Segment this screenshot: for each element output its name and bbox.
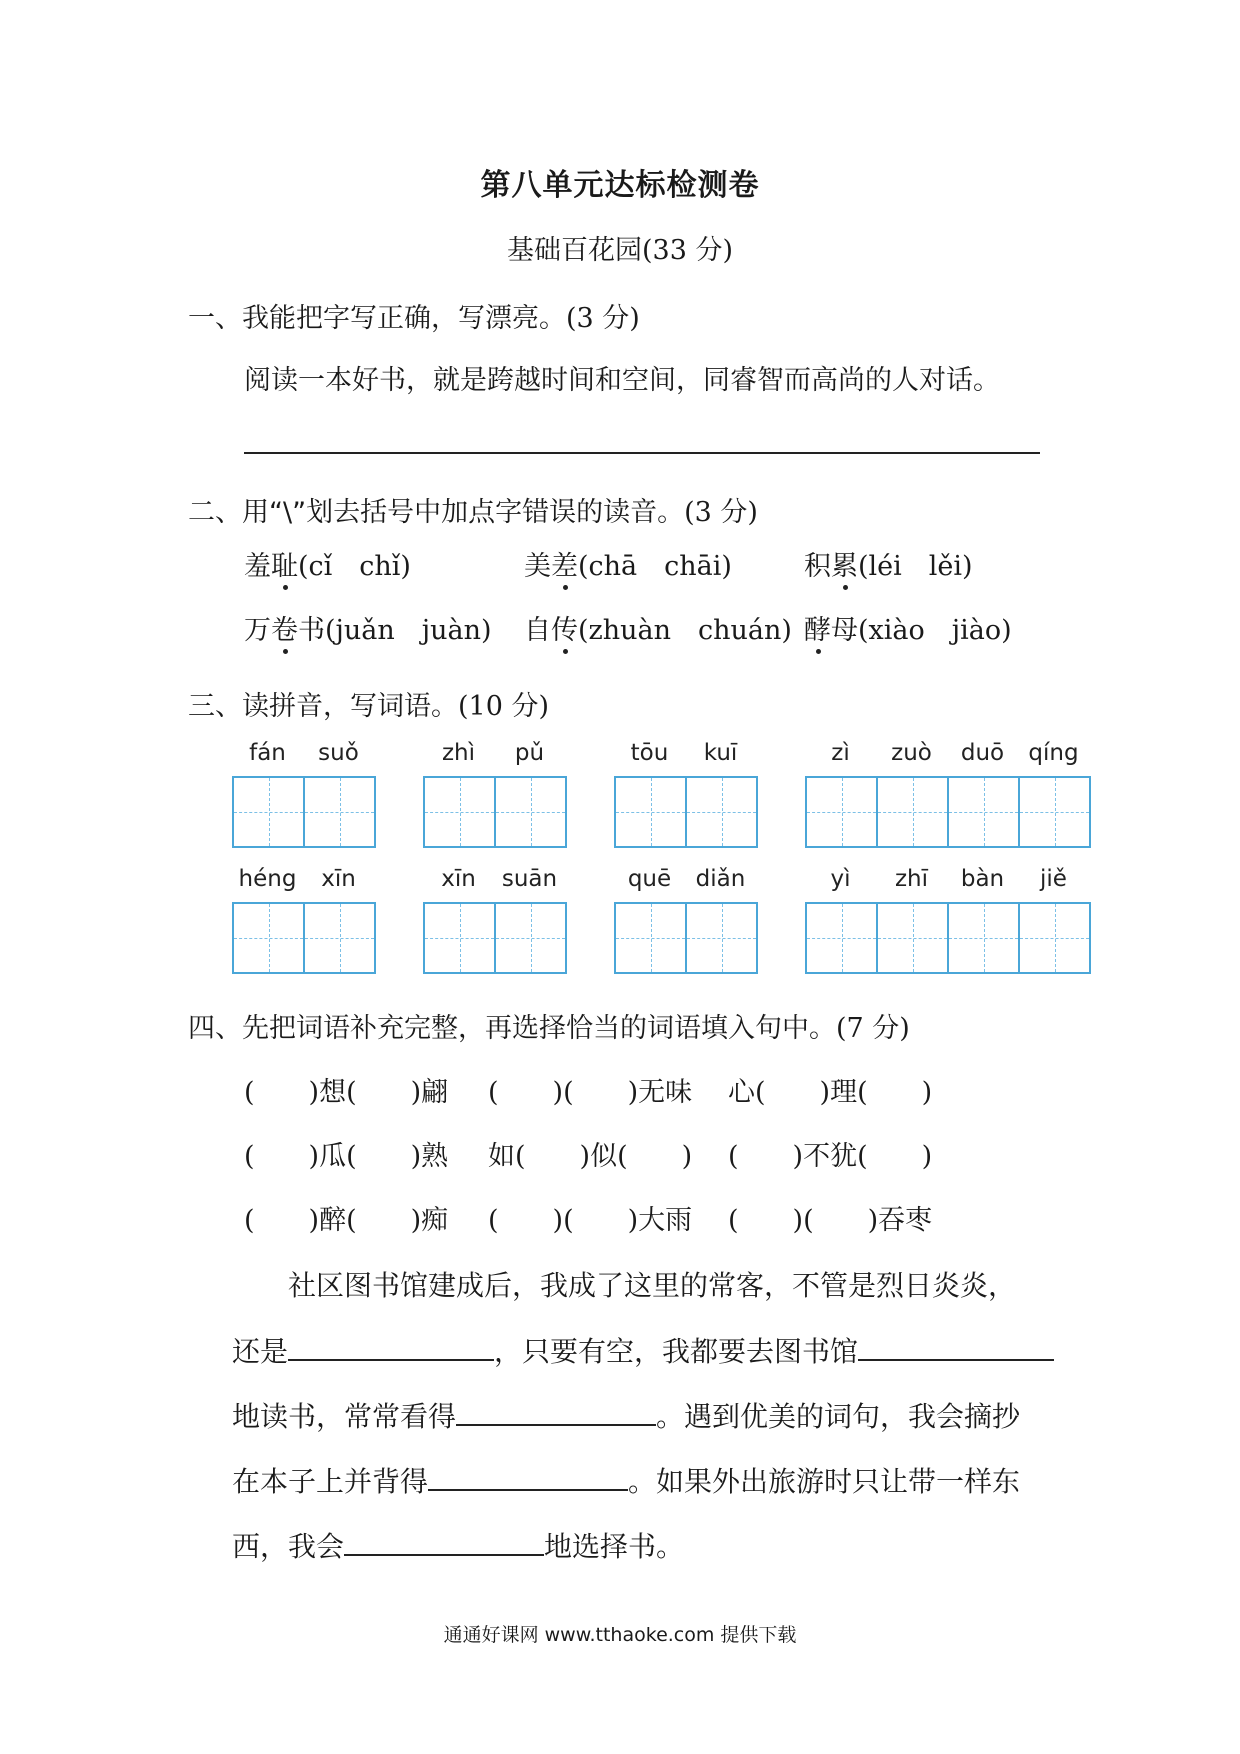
pinyin-item-4[interactable] — [244, 608, 492, 647]
writing-cell[interactable] — [616, 904, 687, 972]
writing-grid — [232, 776, 376, 848]
pinyin-options: (cǐ chǐ) — [298, 551, 411, 582]
pinyin-options: (zhuàn chuán) — [578, 615, 792, 646]
pinyin-row — [614, 866, 756, 902]
pinyin-row — [232, 866, 374, 902]
writing-grid — [423, 776, 567, 848]
paragraph-text: 地读书，常常看得 — [232, 1400, 457, 1433]
pinyin-syllable: duō — [960, 740, 1005, 766]
question-1-heading — [188, 296, 640, 335]
writing-cell[interactable] — [425, 904, 496, 972]
pinyin-syllable: zhì — [441, 740, 476, 766]
word-grid-group — [614, 866, 758, 974]
writing-cell[interactable] — [949, 778, 1020, 846]
word-grid-group — [423, 866, 567, 974]
paragraph-text: 。遇到优美的词句，我会摘抄 — [656, 1400, 1021, 1433]
question-1-text: 一、我能把字写正确，写漂亮。 — [188, 303, 566, 334]
writing-cell[interactable] — [425, 778, 496, 846]
answer-blank[interactable] — [344, 1526, 544, 1556]
pinyin-syllable: pǔ — [514, 740, 545, 766]
paragraph-line-1: 社区图书馆建成后，我成了这里的常客，不管是烈日炎炎， — [288, 1269, 1017, 1302]
pinyin-row — [423, 866, 565, 902]
question-3-text: 三、读拼音，写词语。 — [188, 691, 458, 722]
question-3-points: (10 分) — [458, 691, 550, 722]
writing-cell[interactable] — [807, 904, 878, 972]
idiom-blank[interactable]: ( )不犹( ) — [728, 1141, 933, 1172]
pinyin-row — [232, 740, 374, 776]
pinyin-syllable: xīn — [321, 866, 356, 892]
writing-cell[interactable] — [305, 904, 374, 972]
pinyin-syllable: tōu — [630, 740, 669, 766]
writing-cell[interactable] — [1020, 904, 1089, 972]
writing-cell[interactable] — [1020, 778, 1089, 846]
pinyin-syllable: héng — [238, 866, 297, 892]
writing-grid — [232, 902, 376, 974]
dotted-char: 酵 — [804, 615, 831, 646]
writing-grid — [805, 776, 1091, 848]
idiom-blank[interactable]: ( )( )无味 — [488, 1077, 693, 1108]
question-4-text: 四、先把词语补充完整，再选择恰当的词语填入句中。 — [188, 1013, 836, 1044]
pinyin-syllable: suān — [501, 866, 558, 892]
word-grid-group — [614, 740, 758, 848]
word-char: 万 — [244, 615, 271, 646]
idiom-blank[interactable]: 如( )似( ) — [488, 1141, 693, 1172]
question-2-points: (3 分) — [684, 497, 758, 528]
writing-cell[interactable] — [305, 778, 374, 846]
pinyin-syllable: suǒ — [318, 740, 359, 766]
pinyin-options: (xiào jiào) — [858, 615, 1012, 646]
idiom-blank[interactable]: ( )醉( )痴 — [244, 1205, 449, 1236]
pinyin-syllable: zì — [831, 740, 850, 766]
writing-cell[interactable] — [687, 904, 756, 972]
word-char: 书 — [298, 615, 325, 646]
writing-cell[interactable] — [807, 778, 878, 846]
pinyin-row — [614, 740, 756, 776]
paragraph-line-5 — [232, 1525, 684, 1565]
word-char: 美 — [524, 551, 551, 582]
idiom-blank[interactable]: 心( )理( ) — [728, 1077, 933, 1108]
pinyin-item-3[interactable] — [804, 544, 973, 583]
writing-grid — [423, 902, 567, 974]
pinyin-syllable: yì — [830, 866, 851, 892]
paragraph-line-2 — [232, 1330, 1054, 1370]
writing-cell[interactable] — [687, 778, 756, 846]
question-3-heading — [188, 684, 549, 723]
pinyin-options: (chā chāi) — [578, 551, 732, 582]
word-grid-group — [423, 740, 567, 848]
paragraph-line-4 — [232, 1460, 1020, 1500]
page-title: 第八单元达标检测卷 — [480, 168, 760, 203]
pinyin-syllable: qíng — [1028, 740, 1079, 766]
pinyin-item-1[interactable] — [244, 544, 411, 583]
paragraph-text: 西，我会 — [232, 1530, 345, 1563]
word-grid-group — [232, 866, 376, 974]
writing-cell[interactable] — [878, 778, 949, 846]
word-char: 母 — [831, 615, 858, 646]
word-char: 自 — [524, 615, 551, 646]
pinyin-item-5[interactable] — [524, 608, 792, 647]
answer-blank[interactable] — [456, 1396, 656, 1426]
question-1-sentence: 阅读一本好书，就是跨越时间和空间，同睿智而高尚的人对话。 — [244, 365, 1000, 396]
footer-credit: 通通好课网 www.tthaoke.com 提供下载 — [443, 1624, 797, 1646]
word-grid-group — [805, 740, 1091, 848]
writing-cell[interactable] — [496, 778, 565, 846]
pinyin-options: (juǎn juàn) — [325, 615, 492, 646]
dotted-char: 差 — [551, 551, 578, 582]
dotted-char: 传 — [551, 615, 578, 646]
writing-cell[interactable] — [949, 904, 1020, 972]
question-4-heading — [188, 1006, 910, 1045]
writing-grid — [805, 902, 1091, 974]
paragraph-text: 。如果外出旅游时只让带一样东 — [628, 1465, 1021, 1498]
question-4-points: (7 分) — [836, 1013, 910, 1044]
word-char: 积 — [804, 551, 831, 582]
pinyin-syllable: diǎn — [695, 866, 746, 892]
writing-cell[interactable] — [234, 778, 305, 846]
pinyin-options: (léi lěi) — [858, 551, 973, 582]
pinyin-syllable: kuī — [703, 740, 738, 766]
pinyin-item-6[interactable] — [804, 608, 1012, 647]
writing-grid — [614, 776, 758, 848]
paragraph-text: 在本子上并背得 — [232, 1465, 429, 1498]
idiom-blank[interactable]: ( )瓜( )熟 — [244, 1141, 449, 1172]
dotted-char: 累 — [831, 551, 858, 582]
pinyin-syllable: quē — [627, 866, 672, 892]
pinyin-syllable: bàn — [960, 866, 1005, 892]
question-1-points: (3 分) — [566, 303, 640, 334]
pinyin-row — [805, 740, 1089, 776]
pinyin-syllable: jiě — [1040, 866, 1067, 892]
pinyin-item-2[interactable] — [524, 544, 732, 583]
paragraph-text: ，只要有空，我都要去图书馆 — [494, 1335, 859, 1368]
pinyin-syllable: xīn — [441, 866, 476, 892]
answer-blank[interactable] — [288, 1331, 494, 1361]
dotted-char: 耻 — [271, 551, 298, 582]
writing-grid — [614, 902, 758, 974]
writing-cell[interactable] — [616, 778, 687, 846]
pinyin-syllable: zhī — [894, 866, 929, 892]
word-char: 羞 — [244, 551, 271, 582]
question-1-answer-line[interactable] — [244, 452, 1040, 454]
writing-cell[interactable] — [878, 904, 949, 972]
paragraph-line-3 — [232, 1395, 1020, 1435]
section-subtitle: 基础百花园(33 分) — [506, 235, 733, 266]
question-2-heading — [188, 490, 758, 529]
dotted-char: 卷 — [271, 615, 298, 646]
idiom-blank[interactable]: ( )( )吞枣 — [728, 1205, 933, 1236]
word-grid-group — [805, 866, 1091, 974]
question-2-text: 二、用“\”划去括号中加点字错误的读音。 — [188, 497, 685, 528]
writing-cell[interactable] — [496, 904, 565, 972]
idiom-blank[interactable]: ( )想( )翩 — [244, 1077, 449, 1108]
answer-blank[interactable] — [858, 1331, 1054, 1361]
writing-cell[interactable] — [234, 904, 305, 972]
pinyin-syllable: fán — [249, 740, 286, 766]
pinyin-row — [805, 866, 1089, 902]
idiom-blank[interactable]: ( )( )大雨 — [488, 1205, 693, 1236]
paragraph-text: 还是 — [232, 1335, 289, 1368]
paragraph-text: 地选择书。 — [544, 1530, 685, 1563]
answer-blank[interactable] — [428, 1461, 628, 1491]
pinyin-row — [423, 740, 565, 776]
word-grid-group — [232, 740, 376, 848]
pinyin-syllable: zuò — [891, 740, 932, 766]
